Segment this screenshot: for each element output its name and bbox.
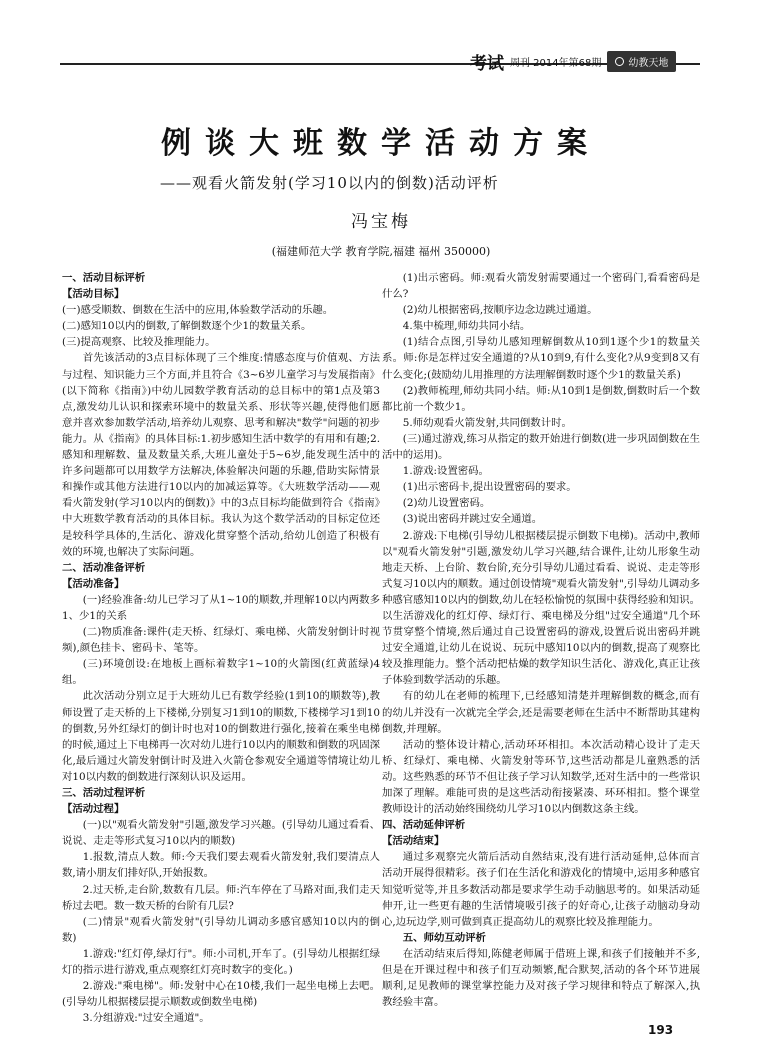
- section-heading: 【活动准备】: [62, 577, 125, 590]
- header-block: [470, 50, 676, 72]
- paragraph: 通过多观察完火箭后活动自然结束,没有进行活动延伸,总体而言活动开展得很精彩。孩子们在生活化和游戏化的情境中,运用多种感官知觉听觉等,并且多数活动都是要求学生动手动脑思考的。如果活动延伸开,让一些更有趣的生活情境吸引孩子的好奇心,让孩子动脑动身动心,边玩边学,则可做到真正提高幼儿的观察比较及推理能力。: [382, 851, 700, 928]
- paragraph: (一)感受顺数、倒数在生活中的应用,体验数学活动的乐趣。: [62, 304, 334, 317]
- section-label: 幼教天地: [628, 57, 669, 69]
- paragraph: 1.游戏:设置密码。: [402, 465, 489, 478]
- paragraph: 5.师幼观看火箭发射,共同倒数计时。: [402, 416, 572, 429]
- paragraph: 2.游戏:"乘电梯"。师:发射中心在10楼,我们一起坐电梯上去吧。(引导幼儿根据楼层提示顺数或倒数坐电梯): [62, 980, 380, 1009]
- paragraph: (2)幼儿根据密码,按顺序边念边跳过通道。: [402, 304, 598, 317]
- paragraph: 1.游戏:"红灯停,绿灯行"。师:小司机,开车了。(引导幼儿根据红绿灯的指示进行游戏,重点观察红灯亮时数字的变化。): [62, 947, 380, 977]
- article-title: 例谈大班数学活动方案: [161, 126, 601, 161]
- paragraph: (1)出示密码。师:观看火箭发射需要通过一个密码门,看看密码是什么?: [382, 272, 700, 301]
- author-affiliation: (福建师范大学 教育学院,福建 福州 350000): [271, 245, 491, 258]
- circle-icon: [615, 57, 624, 66]
- paragraph: (一)以"观看火箭发射"引题,激发学习兴趣。(引导幼儿通过看看、说说、走走等形式复习10以内的顺数): [62, 819, 380, 848]
- paragraph: (2)幼儿设置密码。: [402, 497, 491, 510]
- left-column: [62, 270, 380, 1026]
- paragraph: (1)出示密码卡,提出设置密码的要求。: [402, 481, 577, 494]
- section-heading: 一、活动目标评析: [62, 272, 146, 284]
- section-heading: 【活动目标】: [62, 288, 125, 301]
- right-column: [382, 270, 700, 1010]
- paragraph: (三)提高观察、比较及推理能力。: [62, 336, 216, 349]
- paragraph: (二)情景"观看火箭发射"(引导幼儿调动多感官感知10以内的倒数): [62, 915, 380, 944]
- paragraph: (三)通过游戏,练习从指定的数开始进行倒数(进一步巩固倒数在生活中的运用)。: [382, 432, 700, 462]
- paragraph: 此次活动分别立足于大班幼儿已有数学经验(1到10的顺数等),教师设置了走天桥的上下楼梯,分别复习1到10的顺数,下楼梯学习1到10的倒数,另外红绿灯的倒计时也对10的倒数进行强化,接着在乘坐电梯的时候,通过上下电梯再一次对幼儿进行10以内的顺数和倒数的巩固深化,最后通过火箭发射倒计时及进入火箭仓参观安全通道等情境让幼儿对10以内数的倒数进行深刻认识及运用。: [62, 690, 380, 783]
- page-number: 193: [648, 1023, 674, 1037]
- paragraph: (二)物质准备:课件(走天桥、红绿灯、乘电梯、火箭发射倒计时视频),颜色挂卡、密码卡、笔等。: [62, 626, 380, 655]
- paragraph: (3)说出密码并跳过安全通道。: [402, 513, 543, 526]
- journal-issue: 周刊 2014年第68期: [510, 57, 602, 69]
- paragraph: (2)教师梳理,师幼共同小结。师:从10到1是倒数,倒数时后一个数都比前一个数少1。: [382, 384, 700, 413]
- paragraph: 4.集中梳理,师幼共同小结。: [402, 320, 531, 333]
- page-header: [0, 0, 762, 80]
- paragraph: 2.游戏:下电梯(引导幼儿根据楼层提示倒数下电梯)。活动中,教师以"观看火箭发射"引题,激发幼儿学习兴趣,结合课件,让幼儿形象生动地走天桥、上台阶、数台阶,充分引导幼儿通过看看、说说、走走等形式复习10以内的顺数。通过创设情境"观看火箭发射",引导幼儿调动多种感官感知10以内的倒数,幼儿在轻松愉悦的氛围中获得经验和知识。以生活游戏化的红灯停、绿灯行、乘电梯及分组"过安全通道"几个环节贯穿整个情境,然后通过自己设置密码的游戏,设置后说出密码并跳过安全通道,让幼儿在说说、玩玩中感知10以内的倒数,提高了观察比较及推理能力。整个活动把枯燥的数学知识生活化、游戏化,真正让孩子体验到数学活动的乐趣。: [382, 529, 700, 687]
- section-heading: 【活动过程】: [62, 803, 125, 816]
- section-heading: 三、活动过程评析: [62, 787, 146, 799]
- paragraph: 1.报数,清点人数。师:今天我们要去观看火箭发射,我们要清点人数,请小朋友们排好队,开始报数。: [62, 851, 380, 880]
- section-heading: 四、活动延伸评析: [382, 819, 466, 832]
- paragraph: (1)结合点图,引导幼儿感知理解倒数从10到1逐个少1的数量关系。师:你是怎样过安全通道的?从10到9,有什么变化?从9变到8又有什么变化;(鼓励幼儿用推理的方法理解倒数时逐个少1的数量关系): [382, 336, 700, 381]
- paragraph: (一)经验准备:幼儿已学习了从1~10的顺数,并理解10以内两数多1、少1的关系: [62, 593, 380, 622]
- journal-brand: 考试: [470, 53, 504, 74]
- paragraph: 首先该活动的3点目标体现了三个维度:情感态度与价值观、方法与过程、知识能力三个方面,并且符合《3~6岁儿童学习与发展指南》(以下简称《指南》)中幼儿园数学教育活动的总目标中的第1点及第3点,激发幼儿认识和探索环境中的数量关系、形状等兴趣,使得他们愿意并喜欢参加数学活动,培养幼儿观察、思考和解决"数学"问题的初步能力。从《指南》的具体目标:1.初步感知生活中数学的有用和有趣;2.感知和理解数、量及数量关系,大班儿童处于5~6岁,能发现生活中的许多问题都可以用数学方法解决,体验解决问题的乐趣,借助实际情景和操作或其他方法进行10以内的加减运算等。《大班数学活动——观看火箭发射(学习10以内的倒数)》中的3点目标均能做到符合《指南》中大班数学教育活动的具体目标。我认为这个数学活动的目标定位还是较科学具体的,生活化、游戏化贯穿整个活动,给幼儿创造了积极有效的环境,也解决了实际问题。: [62, 352, 380, 558]
- paragraph: 在活动结束后得知,陈健老师属于借班上课,和孩子们接触并不多,但是在开课过程中和孩子们互动频繁,配合默契,活动的各个环节进展顺利,足见教师的课堂掌控能力及对孩子学习规律和特点了解深入,执教经验丰富。: [382, 947, 700, 1009]
- paragraph: 3.分组游戏:"过安全通道"。: [82, 1012, 210, 1025]
- paragraph: 2.过天桥,走台阶,数数有几层。师:汽车停在了马路对面,我们走天桥过去吧。数一数天桥的台阶有几层?: [62, 883, 380, 912]
- article-subtitle: ——观看火箭发射(学习10以内的倒数)活动评析: [160, 174, 499, 192]
- section-heading: 【活动结束】: [382, 835, 445, 848]
- section-heading: 二、活动准备评析: [62, 561, 146, 574]
- paragraph: (二)感知10以内的倒数,了解倒数逐个少1的数量关系。: [62, 320, 312, 333]
- paragraph: 有的幼儿在老师的梳理下,已经感知清楚并理解倒数的概念,而有的幼儿并没有一次就完全学会,还是需要老师在生活中不断帮助其建构倒数,并理解。: [382, 690, 700, 735]
- paragraph: 活动的整体设计精心,活动环环相扣。本次活动精心设计了走天桥、红绿灯、乘电梯、火箭发射等环节,这些活动都是儿童熟悉的活动。这些熟悉的环节不但让孩子学习认知数学,还对生活中的一些常识加深了理解。难能可贵的是这些活动衔接紧凑、环环相扣。整个课堂教师设计的活动始终围绕幼儿学习10以内倒数这条主线。: [382, 738, 700, 816]
- author-name: 冯宝梅: [351, 212, 411, 232]
- section-heading: 五、师幼互动评析: [402, 931, 486, 944]
- section-tag: [607, 51, 676, 72]
- paragraph: (三)环境创设:在地板上画标着数字1~10的火箭图(红黄蓝绿)4组。: [62, 658, 380, 687]
